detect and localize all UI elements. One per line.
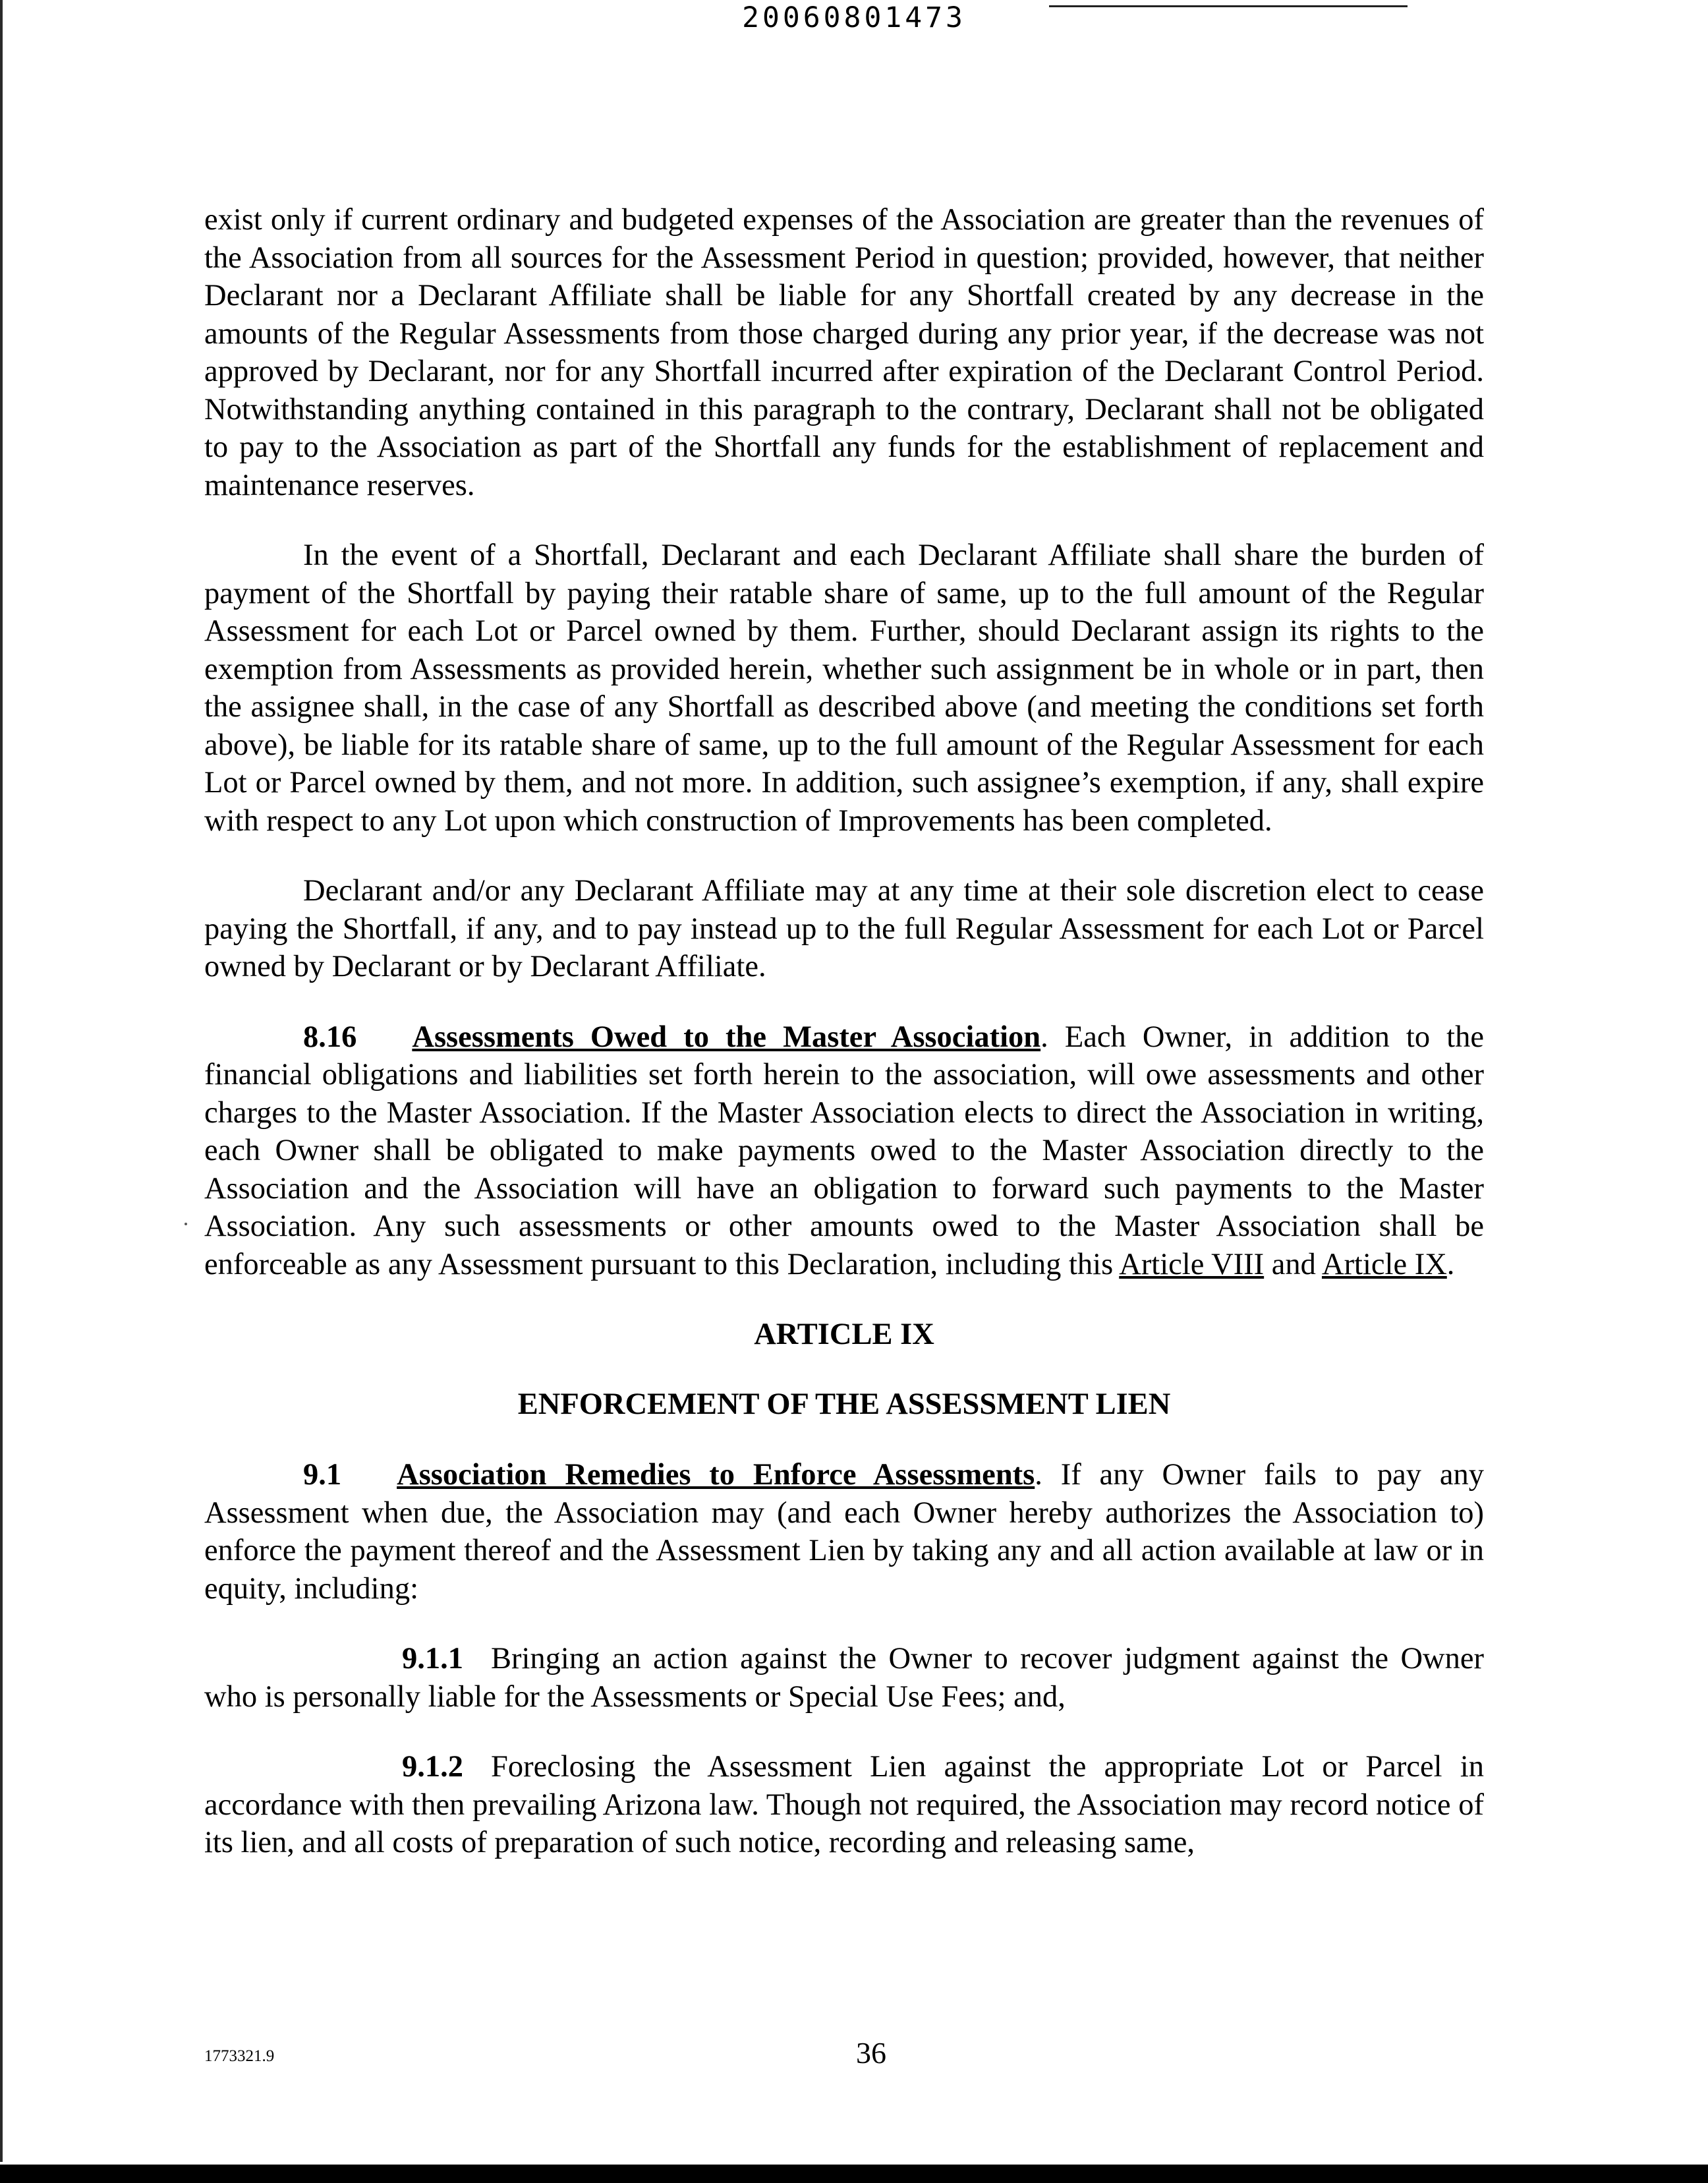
subsection-number: 9.1.2 <box>402 1750 463 1784</box>
article-viii-reference: Article VIII <box>1119 1247 1265 1281</box>
subsection-number: 9.1.1 <box>402 1642 463 1675</box>
section-9-1-2 <box>204 1748 1484 1862</box>
section-9-1 <box>204 1456 1484 1608</box>
scan-left-edge <box>0 0 3 2162</box>
section-title: Association Remedies to Enforce Assessments <box>397 1458 1035 1492</box>
paragraph-shortfall-continuation: exist only if current ordinary and budgeted expenses of the Association are greater than the revenues of the Association from all sources for the Assessment Period in question; provided, however, that neither Declarant nor a Declarant Affiliate shall be liable for any Shortfall created by any decrease in the amounts of the Regular Assessments from those charged during any prior year, if the decrease was not approved by Declarant, nor for any Shortfall incurred after expiration of the Declarant Control Period. Notwithstanding anything contained in this paragraph to the contrary, Declarant shall not be obligated to pay to the Association as part of the Shortfall any funds for the establishment of replacement and maintenance reserves. <box>204 203 1484 502</box>
section-8-16 <box>204 1018 1484 1284</box>
recording-number: 20060801473 <box>742 1 966 34</box>
section-number: 8.16 <box>303 1020 357 1054</box>
section-end: . <box>1446 1247 1455 1281</box>
section-text: . If any Owner fails to pay any Assessment when due, the Association may (and each Owner hereby authorizes the Association to) enforce the payment thereof and the Assessment Lien by taking any and all action available at law or in equity, including: <box>204 1458 1484 1606</box>
scan-bottom-edge <box>0 2165 1708 2183</box>
subsection-text: Foreclosing the Assessment Lien against the appropriate Lot or Parcel in accordance with then prevailing Arizona law. Though not required, the Association may record notice of its lien, and all costs of preparation of such notice, recording and releasing same, <box>204 1750 1484 1859</box>
reference-joiner: and <box>1264 1247 1322 1281</box>
document-body <box>204 201 1484 1894</box>
paragraph-cease-paying: Declarant and/or any Declarant Affiliate may at any time at their sole discretion elect to cease paying the Shortfall, if any, and to pay instead up to the full Regular Assessment for each Lot or Parcel owned by Declarant or by Declarant Affiliate. <box>204 874 1484 983</box>
paragraph-shortfall-burden: In the event of a Shortfall, Declarant and each Declarant Affiliate shall share the burden of payment of the Shortfall by paying their ratable share of same, up to the full amount of the Regular Assessment for each Lot or Parcel owned by them. Further, should Declarant assign its rights to the exemption from Assessments as provided herein, whether such assignment be in whole or in part, then the assignee shall, in the case of any Shortfall as described above (and meeting the conditions set forth above), be liable for its ratable share of same, up to the full amount of the Regular Assessment for each Lot or Parcel owned by them, and not more. In addition, such assignee’s exemption, if any, shall expire with respect to any Lot upon which construction of Improvements has been completed. <box>204 538 1484 838</box>
article-label: ARTICLE IX <box>754 1318 934 1351</box>
article-title: ENFORCEMENT OF THE ASSESSMENT LIEN <box>517 1387 1171 1421</box>
section-text: . Each Owner, in addition to the financial obligations and liabilities set forth herein to the association, will owe assessments and other charges to the Master Association. If the Master Association elects to direct the Association in writing, each Owner shall be obligated to make payments owed to the Master Association directly to the Association and the Association will have an obligation to forward such payments to the Master Association. Any such assessments or other amounts owed to the Master Association shall be enforceable as any Assessment pursuant to this Declaration, including this <box>204 1020 1484 1281</box>
section-title: Assessments Owed to the Master Association <box>412 1020 1041 1054</box>
section-number: 9.1 <box>303 1458 342 1492</box>
scan-speck <box>185 1223 187 1225</box>
section-9-1-1 <box>204 1640 1484 1716</box>
subsection-text: Bringing an action against the Owner to recover judgment against the Owner who is personally liable for the Assessments or Special Use Fees; and, <box>204 1642 1484 1714</box>
page-number: 36 <box>856 2036 886 2070</box>
article-ix-reference: Article IX <box>1321 1247 1447 1281</box>
footer-document-id: 1773321.9 <box>204 2047 275 2065</box>
